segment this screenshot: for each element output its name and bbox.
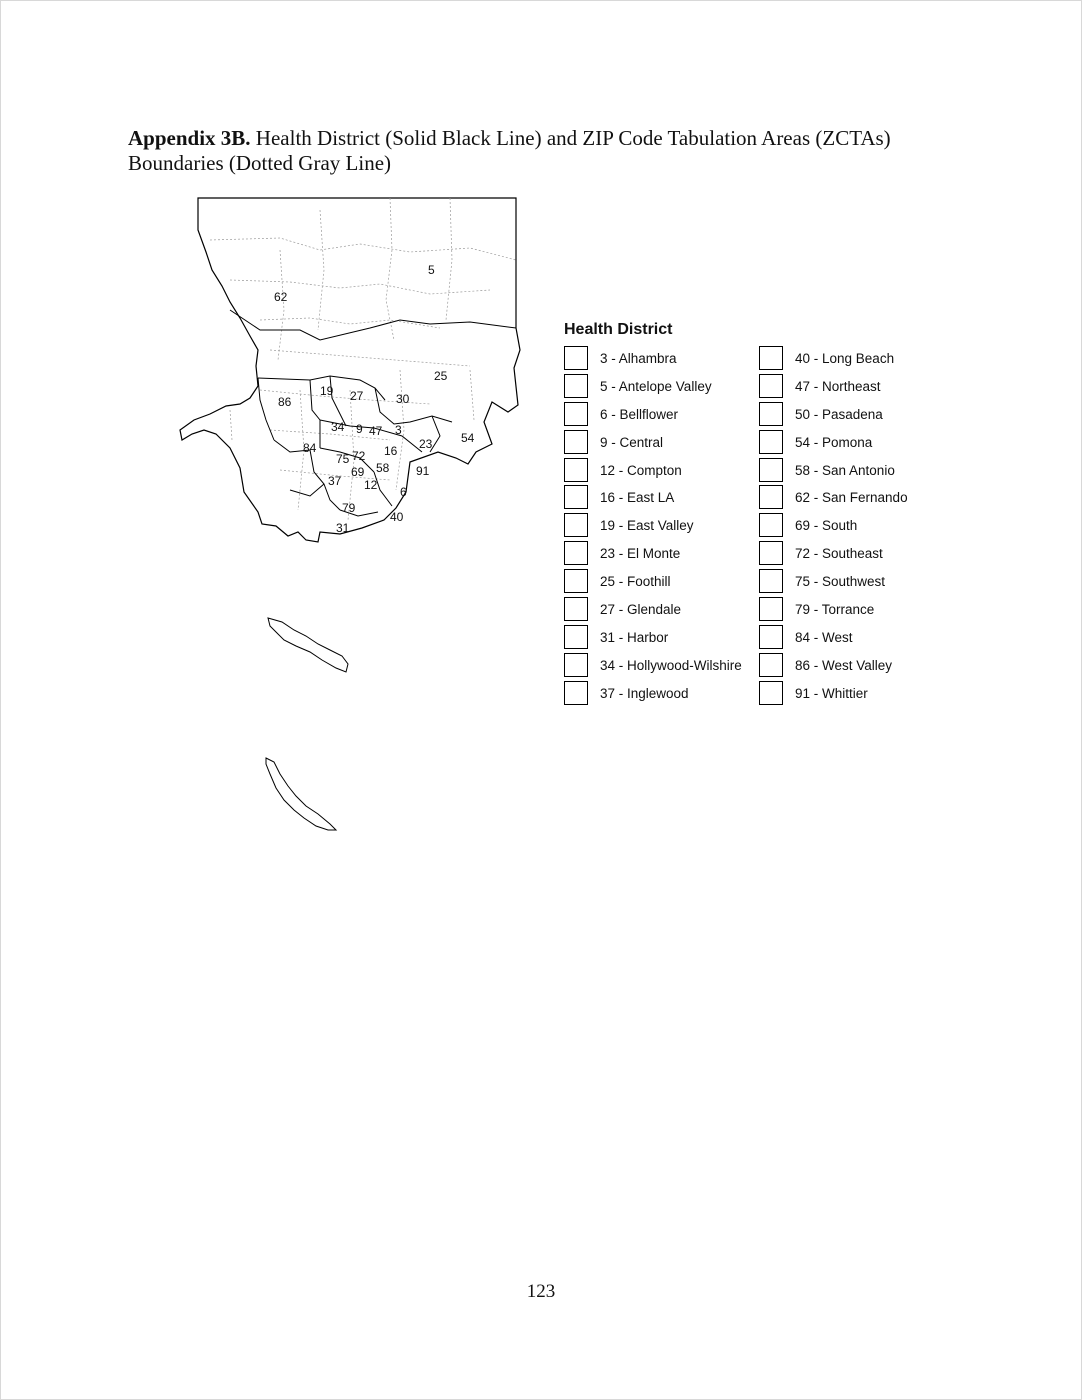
legend-swatch [759, 569, 783, 593]
legend-swatch [759, 485, 783, 509]
district-label: 31 [336, 521, 350, 535]
caption-text: Health District (Solid Black Line) and ZIP Code Tabulation Areas (ZCTAs) Boundaries (Dotted Gray Line) [128, 126, 891, 175]
district-label: 37 [328, 474, 342, 488]
legend-label: 72 - Southeast [795, 546, 883, 562]
district-label: 6 [400, 485, 407, 499]
district-label: 25 [434, 369, 448, 383]
legend-swatch [759, 346, 783, 370]
legend-swatch [564, 653, 588, 677]
legend-label: 9 - Central [600, 434, 664, 450]
district-label: 69 [351, 465, 365, 479]
district-label: 75 [336, 452, 350, 466]
district-label: 47 [369, 424, 383, 438]
figure-caption [128, 126, 988, 176]
district-label: 58 [376, 461, 390, 475]
district-label: 72 [352, 449, 366, 463]
legend-label: 91 - Whittier [795, 685, 868, 701]
legend-label: 47 - Northeast [795, 378, 881, 394]
district-label: 34 [331, 420, 345, 434]
legend-label: 54 - Pomona [795, 434, 873, 450]
legend-swatch [564, 346, 588, 370]
map-legend [564, 318, 944, 718]
legend-label: 62 - San Fernando [795, 490, 908, 506]
legend-label: 40 - Long Beach [795, 351, 895, 366]
district-label: 84 [303, 441, 317, 455]
legend-label: 58 - San Antonio [795, 462, 895, 478]
legend-label: 79 - Torrance [795, 602, 875, 618]
legend-label: 31 - Harbor [600, 629, 669, 645]
page-number: 123 [526, 1281, 556, 1302]
legend-swatch [564, 597, 588, 621]
district-label: 12 [364, 478, 378, 492]
legend-swatch [759, 541, 783, 565]
county-map [170, 190, 540, 840]
legend-swatch [759, 513, 783, 537]
district-label: 54 [461, 431, 475, 445]
legend-label: 19 - East Valley [600, 518, 694, 534]
legend-swatch [564, 569, 588, 593]
san-clemente-island [266, 758, 336, 830]
legend-label: 50 - Pasadena [795, 406, 883, 422]
legend-label: 3 - Alhambra [600, 351, 677, 366]
legend-label: 5 - Antelope Valley [600, 378, 712, 394]
legend-title: Health District [564, 321, 673, 338]
legend-swatch [759, 374, 783, 398]
legend-label: 34 - Hollywood-Wilshire [600, 657, 742, 673]
legend-label: 12 - Compton [600, 462, 682, 478]
legend-swatch [759, 597, 783, 621]
legend-swatch [564, 541, 588, 565]
legend-swatch [759, 458, 783, 482]
legend-swatch [564, 402, 588, 426]
legend-swatch [564, 681, 588, 705]
district-label: 9 [356, 422, 363, 436]
legend-swatch [759, 653, 783, 677]
legend-label: 23 - El Monte [600, 546, 681, 562]
district-label: 27 [350, 389, 364, 403]
legend-swatch [564, 430, 588, 454]
caption-label: Appendix 3B. [128, 126, 251, 150]
legend-swatch [564, 625, 588, 649]
legend-label: 25 - Foothill [600, 574, 671, 590]
district-label: 23 [419, 437, 433, 451]
legend-swatch [759, 402, 783, 426]
district-label: 30 [396, 392, 410, 406]
district-label: 3 [395, 423, 402, 437]
legend-label: 84 - West [795, 629, 853, 645]
county-outline [180, 198, 520, 542]
legend-swatch [759, 430, 783, 454]
district-label: 79 [342, 501, 356, 515]
legend-swatch [564, 513, 588, 537]
district-label: 86 [278, 395, 292, 409]
district-label: 5 [428, 263, 435, 277]
legend-label: 6 - Bellflower [600, 406, 679, 422]
legend-swatch [564, 374, 588, 398]
legend-label: 69 - South [795, 518, 858, 534]
legend-swatch [564, 485, 588, 509]
legend-label: 16 - East LA [600, 490, 675, 506]
legend-label: 27 - Glendale [600, 602, 682, 618]
district-label: 19 [320, 384, 334, 398]
district-label: 91 [416, 464, 430, 478]
legend-label: 37 - Inglewood [600, 685, 689, 701]
legend-swatch [759, 681, 783, 705]
legend-swatch [759, 625, 783, 649]
santa-catalina-island [268, 618, 348, 672]
district-label: 62 [274, 290, 288, 304]
legend-label: 86 - West Valley [795, 657, 893, 673]
legend-swatch [564, 458, 588, 482]
legend-label: 75 - Southwest [795, 574, 886, 590]
district-label: 16 [384, 444, 398, 458]
district-label: 40 [390, 510, 404, 524]
